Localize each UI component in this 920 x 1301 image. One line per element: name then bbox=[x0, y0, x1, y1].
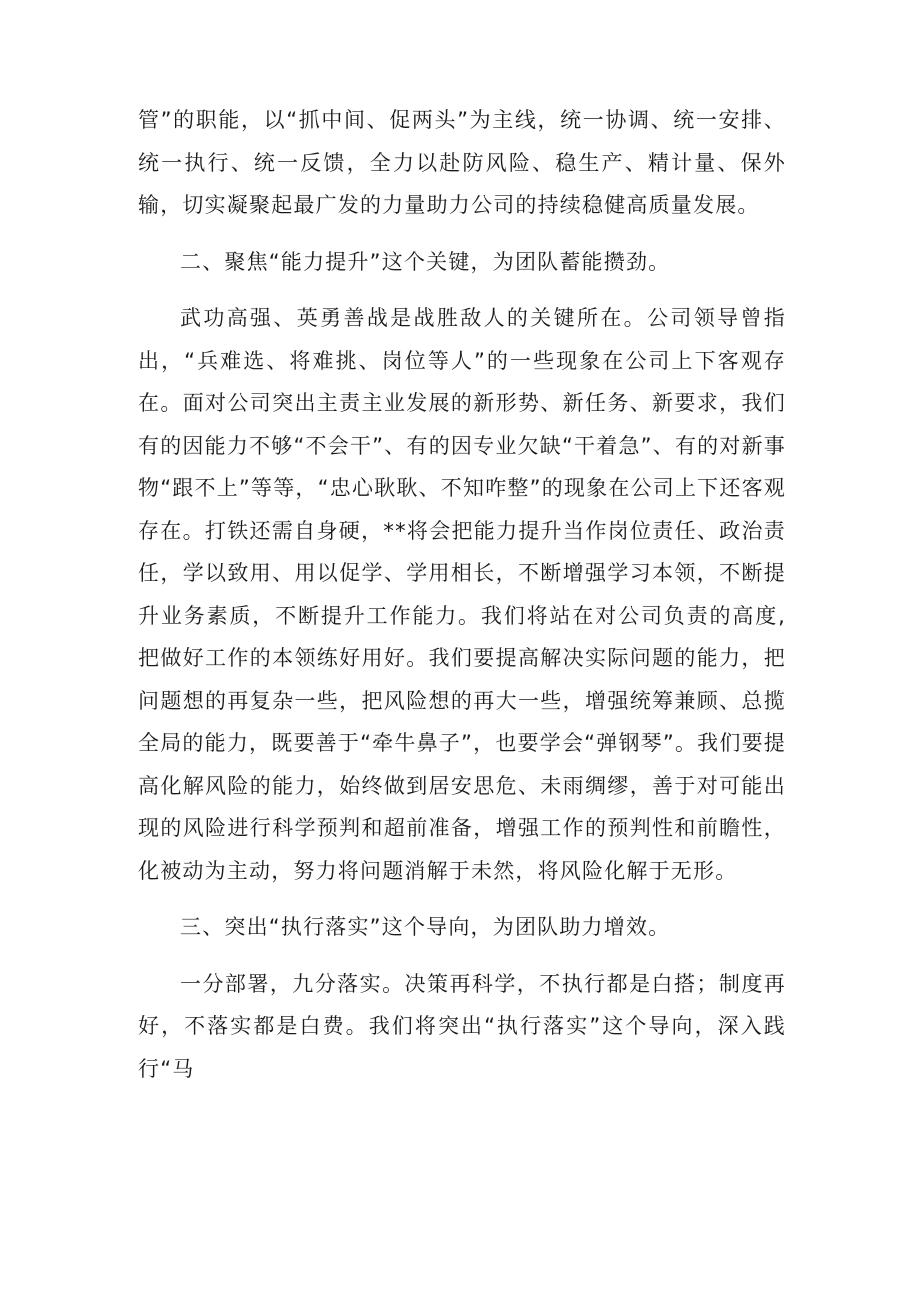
paragraph-continuation: 管”的职能，以“抓中间、促两头”为主线，统一协调、统一安排、统一执行、统一反馈，全力以赴防风险、稳生产、精计量、保外输，切实凝聚起最广发的力量助力公司的持续稳健高质量发展。 bbox=[138, 108, 786, 217]
section-heading-two: 二、聚焦“能力提升”这个关键，为团队蓄能攒劲。 bbox=[180, 249, 671, 274]
paragraph-gap bbox=[138, 283, 786, 297]
paragraph-gap bbox=[138, 227, 786, 241]
paragraph-ability: 武功高强、英勇善战是战胜敌人的关键所在。公司领导曾指出，“兵难选、将难挑、岗位等人”的一些现象在公司上下客观存在。面对公司突出主责主业发展的新形势、新任务、新要求，我们有的因能力不够“不会干”、有的因专业欠缺“干着急”、有的对新事物“跟不上”等等，“忠心耿耿、不知咋整”的现象在公司上下还客观存在。打铁还需自身硬，**将会把能力提升当作岗位责任、政治责任，学以致用、用以促学、学用相长，不断增强学习本领，不断提升业务素质，不断提升工作能力。我们将站在对公司负责的高度,把做好工作的本领练好用好。我们要提高解决实际问题的能力，把问题想的再复杂一些，把风险想的再大一些，增强统筹兼顾、总揽全局的能力，既要善于“牵牛鼻子”，也要学会“弹钢琴”。我们要提高化解风险的能力，始终做到居安思危、未雨绸缪，善于对可能出现的风险进行科学预判和超前准备，增强工作的预判性和前瞻性，化被动为主动，努力将问题消解于未然，将风险化解于无形。 bbox=[138, 306, 786, 883]
paragraph-gap bbox=[138, 892, 786, 906]
section-heading-three: 三、突出“执行落实”这个导向，为团队助力增效。 bbox=[180, 915, 671, 939]
paragraph-execution: 一分部署，九分落实。决策再科学，不执行都是白搭；制度再好，不落实都是白费。我们将突出“执行落实”这个导向，深入践行“马 bbox=[138, 971, 786, 1081]
document-body bbox=[138, 99, 786, 1090]
paragraph-gap bbox=[138, 949, 786, 963]
